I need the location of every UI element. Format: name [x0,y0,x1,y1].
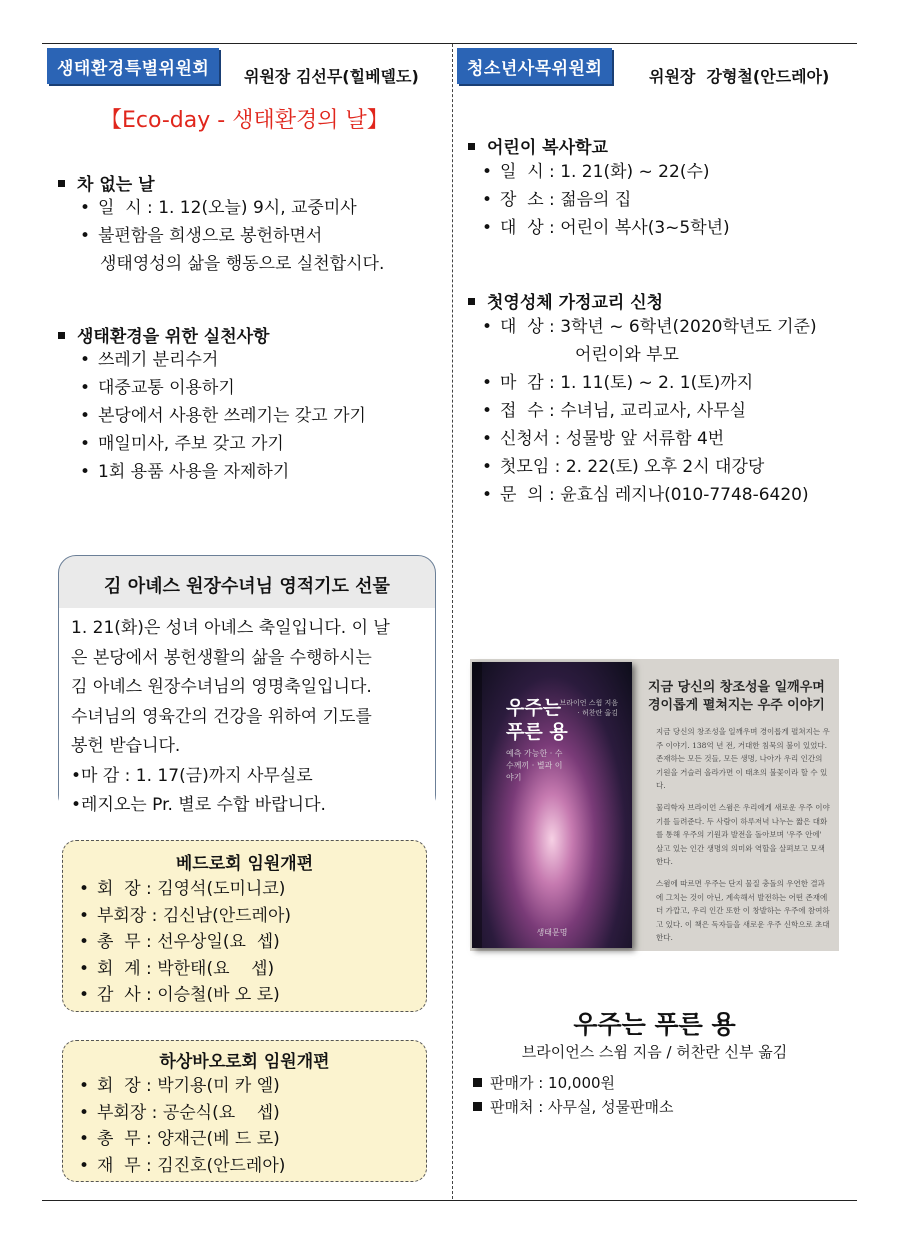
list-item: • 대중교통 이용하기 [80,378,235,398]
prayer-line: 김 아녜스 원장수녀님의 영명축일입니다. [71,677,372,697]
prayer-deadline: •마 감 : 1. 17(금)까지 사무실로 [71,765,313,786]
committee-tag-ecology: 생태환경특별위원회 [47,48,219,84]
bottom-rule [42,1200,857,1201]
square-bullet-icon [473,1078,482,1087]
cover-subtitle: 예측 가능한 · 수수께끼 · 별과 이야기 [506,749,563,782]
carfree-list [80,194,384,278]
book-credit: 브라이언스 스윔 지음 / 허찬란 신부 옮김 [521,1043,788,1061]
list-item: • 장 소 : 젊음의 집 [482,190,632,210]
list-item: • 불편함을 희생으로 봉헌하면서 [80,226,323,246]
list-item: • 대 상 : 3학년 ~ 6학년(2020학년도 기준) [482,317,817,337]
book-price: 판매가 : 10,000원 [473,1071,674,1095]
list-item: • 접 수 : 수녀님, 교리교사, 사무실 [482,401,747,421]
section-title-carfree: 차 없는 날 [58,170,155,195]
youth-chair: 위원장 강형철(안드레아) [649,67,830,86]
list-item: • 문 의 : 윤효심 레지나(010-7748-6420) [482,485,809,505]
officer-row: • 감 사 : 이승철(바 오 로) [79,985,280,1005]
altar-school-list [482,158,730,242]
officer-row: • 부회장 : 김신남(안드레아) [79,905,292,926]
list-item-continuation: 어린이와 부모 [575,345,679,365]
list-item: • 마 감 : 1. 11(토) ~ 2. 1(토)까지 [482,373,754,393]
promo-headline: 지금 당신의 창조성을 일깨우며 경이롭게 펼쳐지는 우주 이야기 [648,680,825,713]
practice-list [80,346,366,486]
book-promo-image [470,659,839,951]
list-item: • 대 상 : 어린이 복사(3~5학년) [482,218,730,238]
hasang-officers-box [62,1040,427,1182]
promo-paragraph: 지금 당신의 창조성을 일깨우며 경이롭게 펼쳐지는 우주 이야기. 138억 년 전, 거대한 침묵의 불이 있었다. 존재하는 모든 것들, 모든 생명, 나아가 우리 인간의 기원을 거슬러 올라가면 이 태초의 불꽃이라 할 수 있다. [656,727,830,790]
hasang-box-title: 하상바오로회 임원개편 [159,1052,330,1072]
list-item: • 일 시 : 1. 21(화) ~ 22(수) [482,162,710,182]
top-rule [42,43,857,44]
list-item: • 매일미사, 주보 갖고 가기 [80,434,284,454]
section-title-first-communion: 첫영성체 가정교리 신청 [468,288,663,313]
prayer-line: 1. 21(화)은 성녀 아녜스 축일입니다. 이 날 [71,618,390,638]
eco-day-title: 【Eco-day - 생태환경의 날】 [100,108,389,133]
section-title-altar-school: 어린이 복사학교 [468,133,608,158]
prayer-line: 수녀님의 영육간의 건강을 위하여 기도를 [71,706,372,727]
column-divider [452,44,453,1199]
prayer-line: 은 본당에서 봉헌생활의 삶을 수행하시는 [71,647,372,668]
prayer-box-body [59,608,435,827]
promo-paragraph: 스윔에 따르면 우주는 단지 물질 충돌의 우연한 결과에 그치는 것이 아닌, 계속해서 발전하는 어떤 존재에 더 가깝고, 우리 인간 또한 이 창발하는 우주에 참여하고 있다. 이 책은 독자들을 새로운 우주 신학으로 초대한다. [656,879,830,942]
prayer-line: 봉헌 받습니다. [71,736,181,756]
list-item: • 일 시 : 1. 12(오늘) 9시, 교중미사 [80,198,357,218]
cover-author: 브라이언 스윔 지음 · 허찬란 옮김 [559,699,618,717]
cover-publisher: 생태문명 [536,928,568,937]
cover-title: 우주는 푸른 용 [506,697,568,743]
square-bullet-icon [468,143,475,150]
book-seller: 판매처 : 사무실, 성물판매소 [473,1095,674,1119]
book-cover [472,662,632,948]
list-item: • 쓰레기 분리수거 [80,350,219,370]
officer-row: • 회 장 : 김영석(도미니코) [79,879,286,899]
book-spine [472,662,482,948]
square-bullet-icon [58,332,65,339]
prayer-gift-box [58,555,436,813]
prayer-box-title: 김 아녜스 원장수녀님 영적기도 선물 [104,576,390,597]
square-bullet-icon [468,298,475,305]
list-item: • 신청서 : 성물방 앞 서류함 4번 [482,429,725,449]
promo-paragraph: 물리학자 브라이언 스윔은 우리에게 새로운 우주 이야기를 들려준다. 두 사람이 하루저녁 나누는 짧은 대화를 통해 우주의 기원과 발전을 돌아보며 '우주 안에' 살고 있는 인간 생명의 의미와 역할을 살펴보고 모색한다. [656,803,830,866]
list-item-continuation: 생태영성의 삶을 행동으로 실천합시다. [100,254,385,274]
ecology-chair: 위원장 김선무(힐베델도) [244,67,419,86]
square-bullet-icon [58,180,65,187]
peter-box-title: 베드로회 임원개편 [175,854,314,874]
officer-row: • 회 장 : 박기용(미 카 엘) [79,1076,280,1096]
first-communion-list [482,313,817,509]
list-item: • 첫모임 : 2. 22(토) 오후 2시 대강당 [482,457,765,477]
square-bullet-icon [473,1102,482,1111]
officer-row: • 총 무 : 선우상일(요 셉) [79,932,280,952]
prayer-legio-note: •레지오는 Pr. 별로 수합 바랍니다. [71,795,326,815]
section-title-practice: 생태환경을 위한 실천사항 [58,322,269,347]
officer-row: • 회 계 : 박한태(요 셉) [79,958,275,979]
officer-row: • 재 무 : 김진호(안드레아) [79,1155,286,1176]
book-title: 우주는 푸른 용 [573,1010,736,1039]
list-item: • 본당에서 사용한 쓰레기는 갖고 가기 [80,406,366,426]
peter-officers-box [62,840,427,1012]
list-item: • 1회 용품 사용을 자제하기 [80,462,290,482]
book-sale-info [473,1071,674,1119]
officer-row: • 총 무 : 양재근(베 드 로) [79,1129,280,1149]
officer-row: • 부회장 : 공순식(요 셉) [79,1102,280,1123]
committee-tag-youth: 청소년사목위원회 [457,48,612,84]
